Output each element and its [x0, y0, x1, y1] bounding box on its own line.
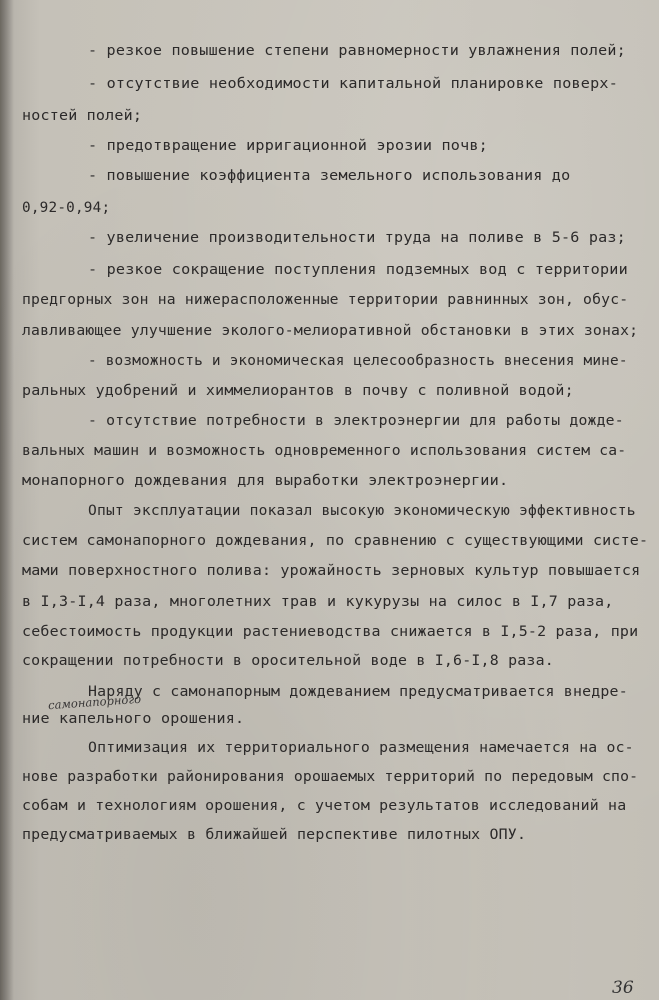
text-line: - отсутствие необходимости капитальной планировке поверх- — [88, 76, 618, 92]
text-line: мами поверхностного полива: урожайность зерновых культур повышается — [22, 563, 641, 579]
text-line: нове разработки районирования орошаемых территорий по передовым спо- — [22, 769, 639, 785]
text-line: сокращении потребности в оросительной воде в I,6-I,8 раза. — [22, 653, 554, 669]
page-number: 36 — [612, 978, 634, 998]
text-line: собам и технологиям орошения, с учетом результатов исследований на — [22, 798, 627, 814]
text-line: - отсутствие потребности в электроэнергии для работы дожде- — [88, 413, 624, 429]
text-line: - увеличение производительности труда на поливе в 5-6 раз; — [88, 230, 626, 246]
handwritten-insert: самонапорного — [47, 691, 142, 713]
text-line: предгорных зон на нижерасположенные территории равнинных зон, обус- — [22, 292, 629, 308]
text-line: монапорного дождевания для выработки электроэнергии. — [22, 473, 509, 489]
text-line: - резкое повышение степени равномерности увлажнения полей; — [88, 43, 626, 59]
text-line: в I,3-I,4 раза, многолетних трав и кукурузы на силос в I,7 раза, — [22, 594, 614, 610]
text-line: Наряду с самонапорным дождеванием предусматривается внедре- — [88, 684, 628, 700]
text-line: ние капельного орошения. — [22, 711, 245, 727]
text-line: - предотвращение ирригационной эрозии почв; — [88, 138, 488, 154]
text-line: вальных машин и возможность одновременного использования систем са- — [22, 443, 627, 459]
text-line: ральных удобрений и химмелиорантов в почву с поливной водой; — [22, 383, 574, 399]
text-line: - повышение коэффициента земельного использования до — [88, 168, 571, 184]
text-line: ностей полей; — [22, 108, 143, 124]
text-line: себестоимость продукции растениеводства снижается в I,5-2 раза, при — [22, 624, 639, 640]
text-line: предусматриваемых в ближайшей перспективе пилотных ОПУ. — [22, 827, 527, 843]
text-line: Опыт эксплуатации показал высокую экономическую эффективность — [88, 503, 636, 519]
text-line: - возможность и экономическая целесообразность внесения мине- — [88, 353, 628, 369]
text-line: систем самонапорного дождевания, по сравнению с существующими систе- — [22, 533, 649, 549]
text-line: - резкое сокращение поступления подземных вод с территории — [88, 262, 628, 278]
text-line: 0,92-0,94; — [22, 200, 111, 216]
text-line: лавливающее улучшение эколого-мелиоративной обстановки в этих зонах; — [22, 323, 639, 339]
text-line: Оптимизация их территориального размещения намечается на ос- — [88, 740, 634, 756]
